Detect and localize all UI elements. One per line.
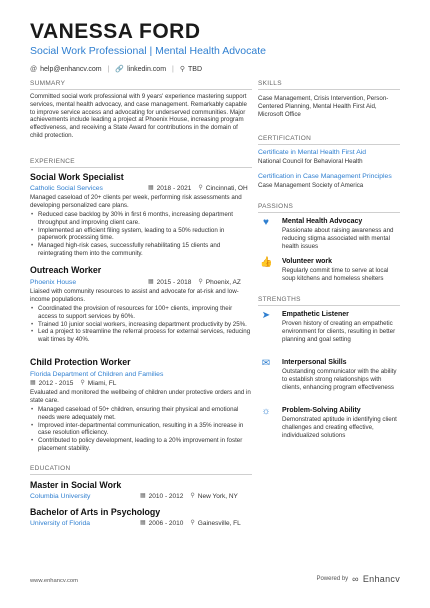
linkedin-text: linkedin.com [127, 66, 167, 73]
strength-text: Demonstrated aptitude in identifying client challenges and creating effective, individualized solutions [282, 416, 397, 439]
contact-row [30, 65, 400, 74]
link-icon: 🔗 [115, 66, 125, 73]
contact-linkedin[interactable] [115, 65, 166, 74]
list-item: • Managed high-risk cases, successfully rehabilitating 15 clients and reintegrating them into the community. [30, 242, 252, 258]
divider [258, 89, 400, 90]
section-title-strengths: STRENGTHS [258, 296, 301, 303]
email-text: help@enhancv.com [40, 66, 102, 73]
company-name[interactable]: Phoenix House [30, 279, 77, 286]
location-pin-icon: ⚲ [198, 185, 203, 191]
section-title-passions: PASSIONS [258, 203, 294, 210]
footer-website[interactable]: www.enhancv.com [30, 578, 78, 584]
divider [30, 89, 252, 90]
calendar-icon: ▦ [30, 380, 36, 386]
calendar-icon: ▦ [140, 520, 146, 526]
at-icon: @ [30, 66, 38, 73]
list-item: • Reduced case backlog by 30% in first 6 months, increasing department throughput and improving client care. [30, 211, 252, 227]
job-title: Social Work Specialist [30, 172, 124, 182]
summary-text: Committed social work professional with 9 years' experience mastering support services, mental health advocacy, and case management. Remarkably capable to improve service access and advocating for underserved communities. Major achievements include leading a project at Phoenix House, increasing program effectiveness, and receiving a State Award for contributions in the domain of child protection. [30, 93, 247, 139]
divider [258, 212, 400, 213]
job-title: Outreach Worker [30, 265, 102, 275]
degree-title: Master in Social Work [30, 480, 122, 490]
job-description: Liaised with community resources to assist and advocate for at-risk and low-income populations. [30, 288, 239, 303]
divider [30, 474, 252, 475]
lightbulb-icon: ☼ [261, 406, 271, 417]
passion-text: Passionate about raising awareness and reducing stigma associated with mental health issues [282, 227, 394, 250]
company-name[interactable]: Florida Department of Children and Families [30, 371, 164, 378]
candidate-role: Social Work Professional | Mental Health Advocate [30, 45, 266, 57]
list-item: • Managed caseload of 50+ children, ensuring their physical and emotional needs were adequately met. [30, 406, 252, 422]
job-location: Cincinnati, OH [205, 185, 248, 192]
certification-issuer: National Council for Behavioral Health [258, 158, 363, 165]
job-meta [30, 379, 116, 388]
job-meta [148, 184, 248, 193]
chat-icon: ✉ [261, 358, 271, 369]
list-item: • Contributed to policy development, leading to a 20% improvement in foster placement stability. [30, 437, 252, 453]
job-bullets [30, 211, 252, 258]
location-pin-icon: ⚲ [80, 380, 85, 386]
education-location: Gainesville, FL [197, 520, 241, 527]
thumbs-up-icon: 👍 [260, 257, 273, 268]
education-location: New York, NY [197, 493, 238, 500]
location-pin-icon: ⚲ [198, 279, 203, 285]
job-description: Managed caseload of 20+ clients per week, performing risk assessments and developing personalized care plans. [30, 194, 242, 209]
education-dates: 2006 - 2010 [148, 520, 184, 527]
job-dates: 2012 - 2015 [38, 380, 74, 387]
list-item: • Coordinated the provision of resources for 100+ clients, improving their access to support services by 60%. [30, 305, 252, 321]
location-pin-icon: ⚲ [190, 493, 195, 499]
strength-title: Interpersonal Skills [282, 359, 347, 366]
school-name[interactable]: University of Florida [30, 520, 91, 527]
job-bullets [30, 305, 252, 344]
school-name[interactable]: Columbia University [30, 493, 91, 500]
enhancv-logo-icon: ∞ [352, 574, 359, 584]
footer-branding [316, 574, 400, 584]
calendar-icon: ▦ [148, 185, 154, 191]
job-title: Child Protection Worker [30, 357, 131, 367]
job-dates: 2015 - 2018 [156, 279, 192, 286]
company-name[interactable]: Catholic Social Services [30, 185, 103, 192]
divider [30, 167, 252, 168]
passion-title: Volunteer work [282, 258, 333, 265]
section-title-summary: SUMMARY [30, 80, 66, 87]
resume-header [30, 20, 400, 74]
location-pin-icon: ⚲ [190, 520, 195, 526]
section-title-certification: CERTIFICATION [258, 135, 312, 142]
section-title-skills: SKILLS [258, 80, 282, 87]
education-meta [140, 519, 241, 528]
list-item: • Implemented an efficient filing system, leading to a 50% reduction in paperwork processing time. [30, 227, 252, 243]
job-dates: 2018 - 2021 [156, 185, 192, 192]
separator: | [172, 66, 174, 73]
strength-title: Empathetic Listener [282, 311, 349, 318]
certification-name[interactable]: Certification in Case Management Principles [258, 173, 392, 180]
contact-location [180, 65, 202, 74]
certification-issuer: Case Management Society of America [258, 182, 364, 189]
job-description: Evaluated and monitored the wellbeing of children under protective orders and in state care. [30, 389, 251, 404]
divider [258, 305, 400, 306]
calendar-icon: ▦ [140, 493, 146, 499]
certification-name[interactable]: Certificate in Mental Health First Aid [258, 149, 367, 156]
heart-icon: ♥ [263, 217, 269, 228]
location-pin-icon: ⚲ [179, 66, 186, 73]
separator: | [107, 66, 110, 73]
list-item: • Trained 10 junior social workers, increasing department productivity by 25%. [30, 321, 252, 329]
powered-by-label: Powered by [316, 576, 349, 582]
location-text: TBD [188, 66, 203, 73]
brand-name: Enhancv [362, 574, 400, 584]
job-location: Miami, FL [87, 380, 117, 387]
degree-title: Bachelor of Arts in Psychology [30, 507, 161, 517]
rocket-icon: ➤ [261, 310, 271, 321]
contact-email[interactable] [30, 65, 102, 74]
passion-title: Mental Health Advocacy [282, 218, 363, 225]
strength-title: Problem-Solving Ability [282, 407, 361, 414]
strength-text: Proven history of creating an empathetic environment for clients, resulting in better planning and goal setting [282, 320, 396, 343]
education-dates: 2010 - 2012 [148, 493, 184, 500]
passion-text: Regularly commit time to serve at local soup kitchens and homeless shelters [282, 267, 389, 282]
job-meta [148, 278, 241, 287]
candidate-name: VANESSA FORD [30, 20, 201, 43]
section-title-experience: EXPERIENCE [30, 158, 75, 165]
divider [258, 144, 400, 145]
education-meta [140, 492, 238, 501]
list-item: • Led a project to streamline the referral process for external services, reducing wait times by 40%. [30, 328, 252, 344]
skills-text: Case Management, Crisis Intervention, Person-Centered Planning, Mental Health First Aid, Microsoft Office [258, 95, 389, 118]
job-bullets [30, 406, 252, 453]
list-item: • Improved inter-departmental communication, resulting in a 35% increase in case resolution efficiency. [30, 422, 252, 438]
calendar-icon: ▦ [148, 279, 154, 285]
section-title-education: EDUCATION [30, 465, 71, 472]
job-location: Phoenix, AZ [205, 279, 241, 286]
strength-text: Outstanding communicator with the ability to establish strong relationships with clients, enhancing program effectiveness [282, 368, 397, 391]
